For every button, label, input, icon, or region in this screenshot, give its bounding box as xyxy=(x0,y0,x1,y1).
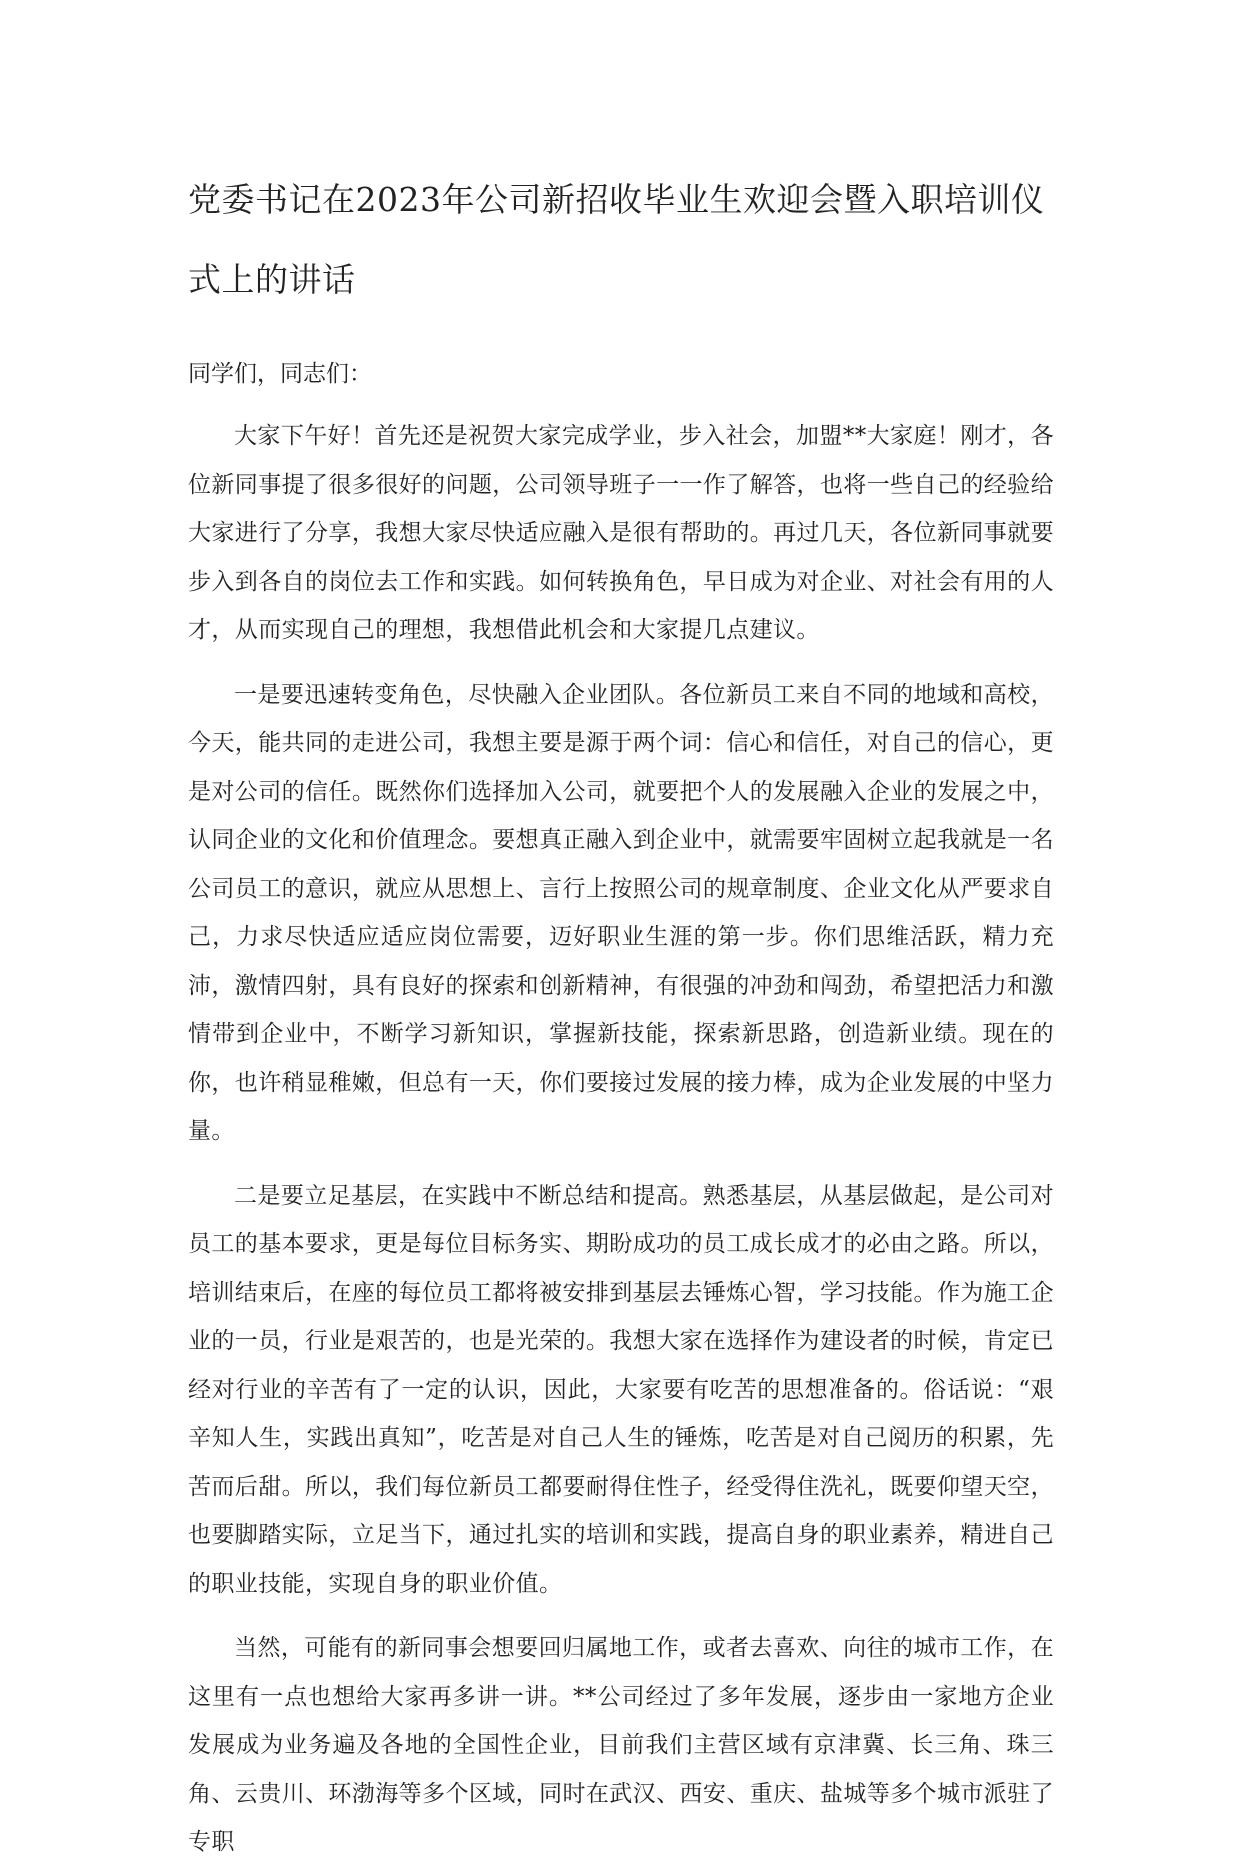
paragraph-3: 二是要立足基层，在实践中不断总结和提高。熟悉基层，从基层做起，是公司对员工的基本要求，更是每位目标务实、期盼成功的员工成长成才的必由之路。所以，培训结束后，在座的每位员工都将被安排到基层去锤炼心智，学习技能。作为施工企业的一员，行业是艰苦的，也是光荣的。我想大家在选择作为建设者的时候，肯定已经对行业的辛苦有了一定的认识，因此，大家要有吃苦的思想准备的。俗话说：“艰辛知人生，实践出真知”，吃苦是对自己人生的锤炼，吃苦是对自己阅历的积累，先苦而后甜。所以，我们每位新员工都要耐得住性子，经受得住洗礼，既要仰望天空，也要脚踏实际，立足当下，通过扎实的培训和实践，提高自身的职业素养，精进自己的职业技能，实现自身的职业价值。 xyxy=(188,1182,1054,1597)
paragraph-2: 一是要迅速转变角色，尽快融入企业团队。各位新员工来自不同的地域和高校，今天，能共同的走进公司，我想主要是源于两个词：信心和信任，对自己的信心，更是对公司的信任。既然你们选择加入公司，就要把个人的发展融入企业的发展之中，认同企业的文化和价值理念。要想真正融入到企业中，就需要牢固树立起我就是一名公司员工的意识，就应从思想上、言行上按照公司的规章制度、企业文化从严要求自己，力求尽快适应适应岗位需要，迈好职业生涯的第一步。你们思维活跃，精力充沛，激情四射，具有良好的探索和创新精神，有很强的冲劲和闯劲，希望把活力和激情带到企业中，不断学习新知识，掌握新技能，探索新思路，创造新业绩。现在的你，也许稍显稚嫩，但总有一天，你们要接过发展的接力棒，成为企业发展的中坚力量。 xyxy=(188,681,1054,1144)
document-body xyxy=(188,160,1054,1867)
paragraph-4: 当然，可能有的新同事会想要回归属地工作，或者去喜欢、向往的城市工作，在这里有一点也想给大家再多讲一讲。**公司经过了多年发展，逐步由一家地方企业发展成为业务遍及各地的全国性企业，目前我们主营区域有京津冀、长三角、珠三角、云贵川、环渤海等多个区域，同时在武汉、西安、重庆、盐城等多个城市派驻了专职 xyxy=(188,1635,1054,1855)
salutation: 同学们，同志们： xyxy=(188,361,372,387)
paragraph-1: 大家下午好！首先还是祝贺大家完成学业，步入社会，加盟**大家庭！刚才，各位新同事提了很多很好的问题，公司领导班子一一作了解答，也将一些自己的经验给大家进行了分享，我想大家尽快适应融入是很有帮助的。再过几天，各位新同事就要步入到各自的岗位去工作和实践。如何转换角色，早日成为对企业、对社会有用的人才，从而实现自己的理想，我想借此机会和大家提几点建议。 xyxy=(188,423,1054,643)
document-title: 党委书记在2023年公司新招收毕业生欢迎会暨入职培训仪式上的讲话 xyxy=(188,180,1045,299)
